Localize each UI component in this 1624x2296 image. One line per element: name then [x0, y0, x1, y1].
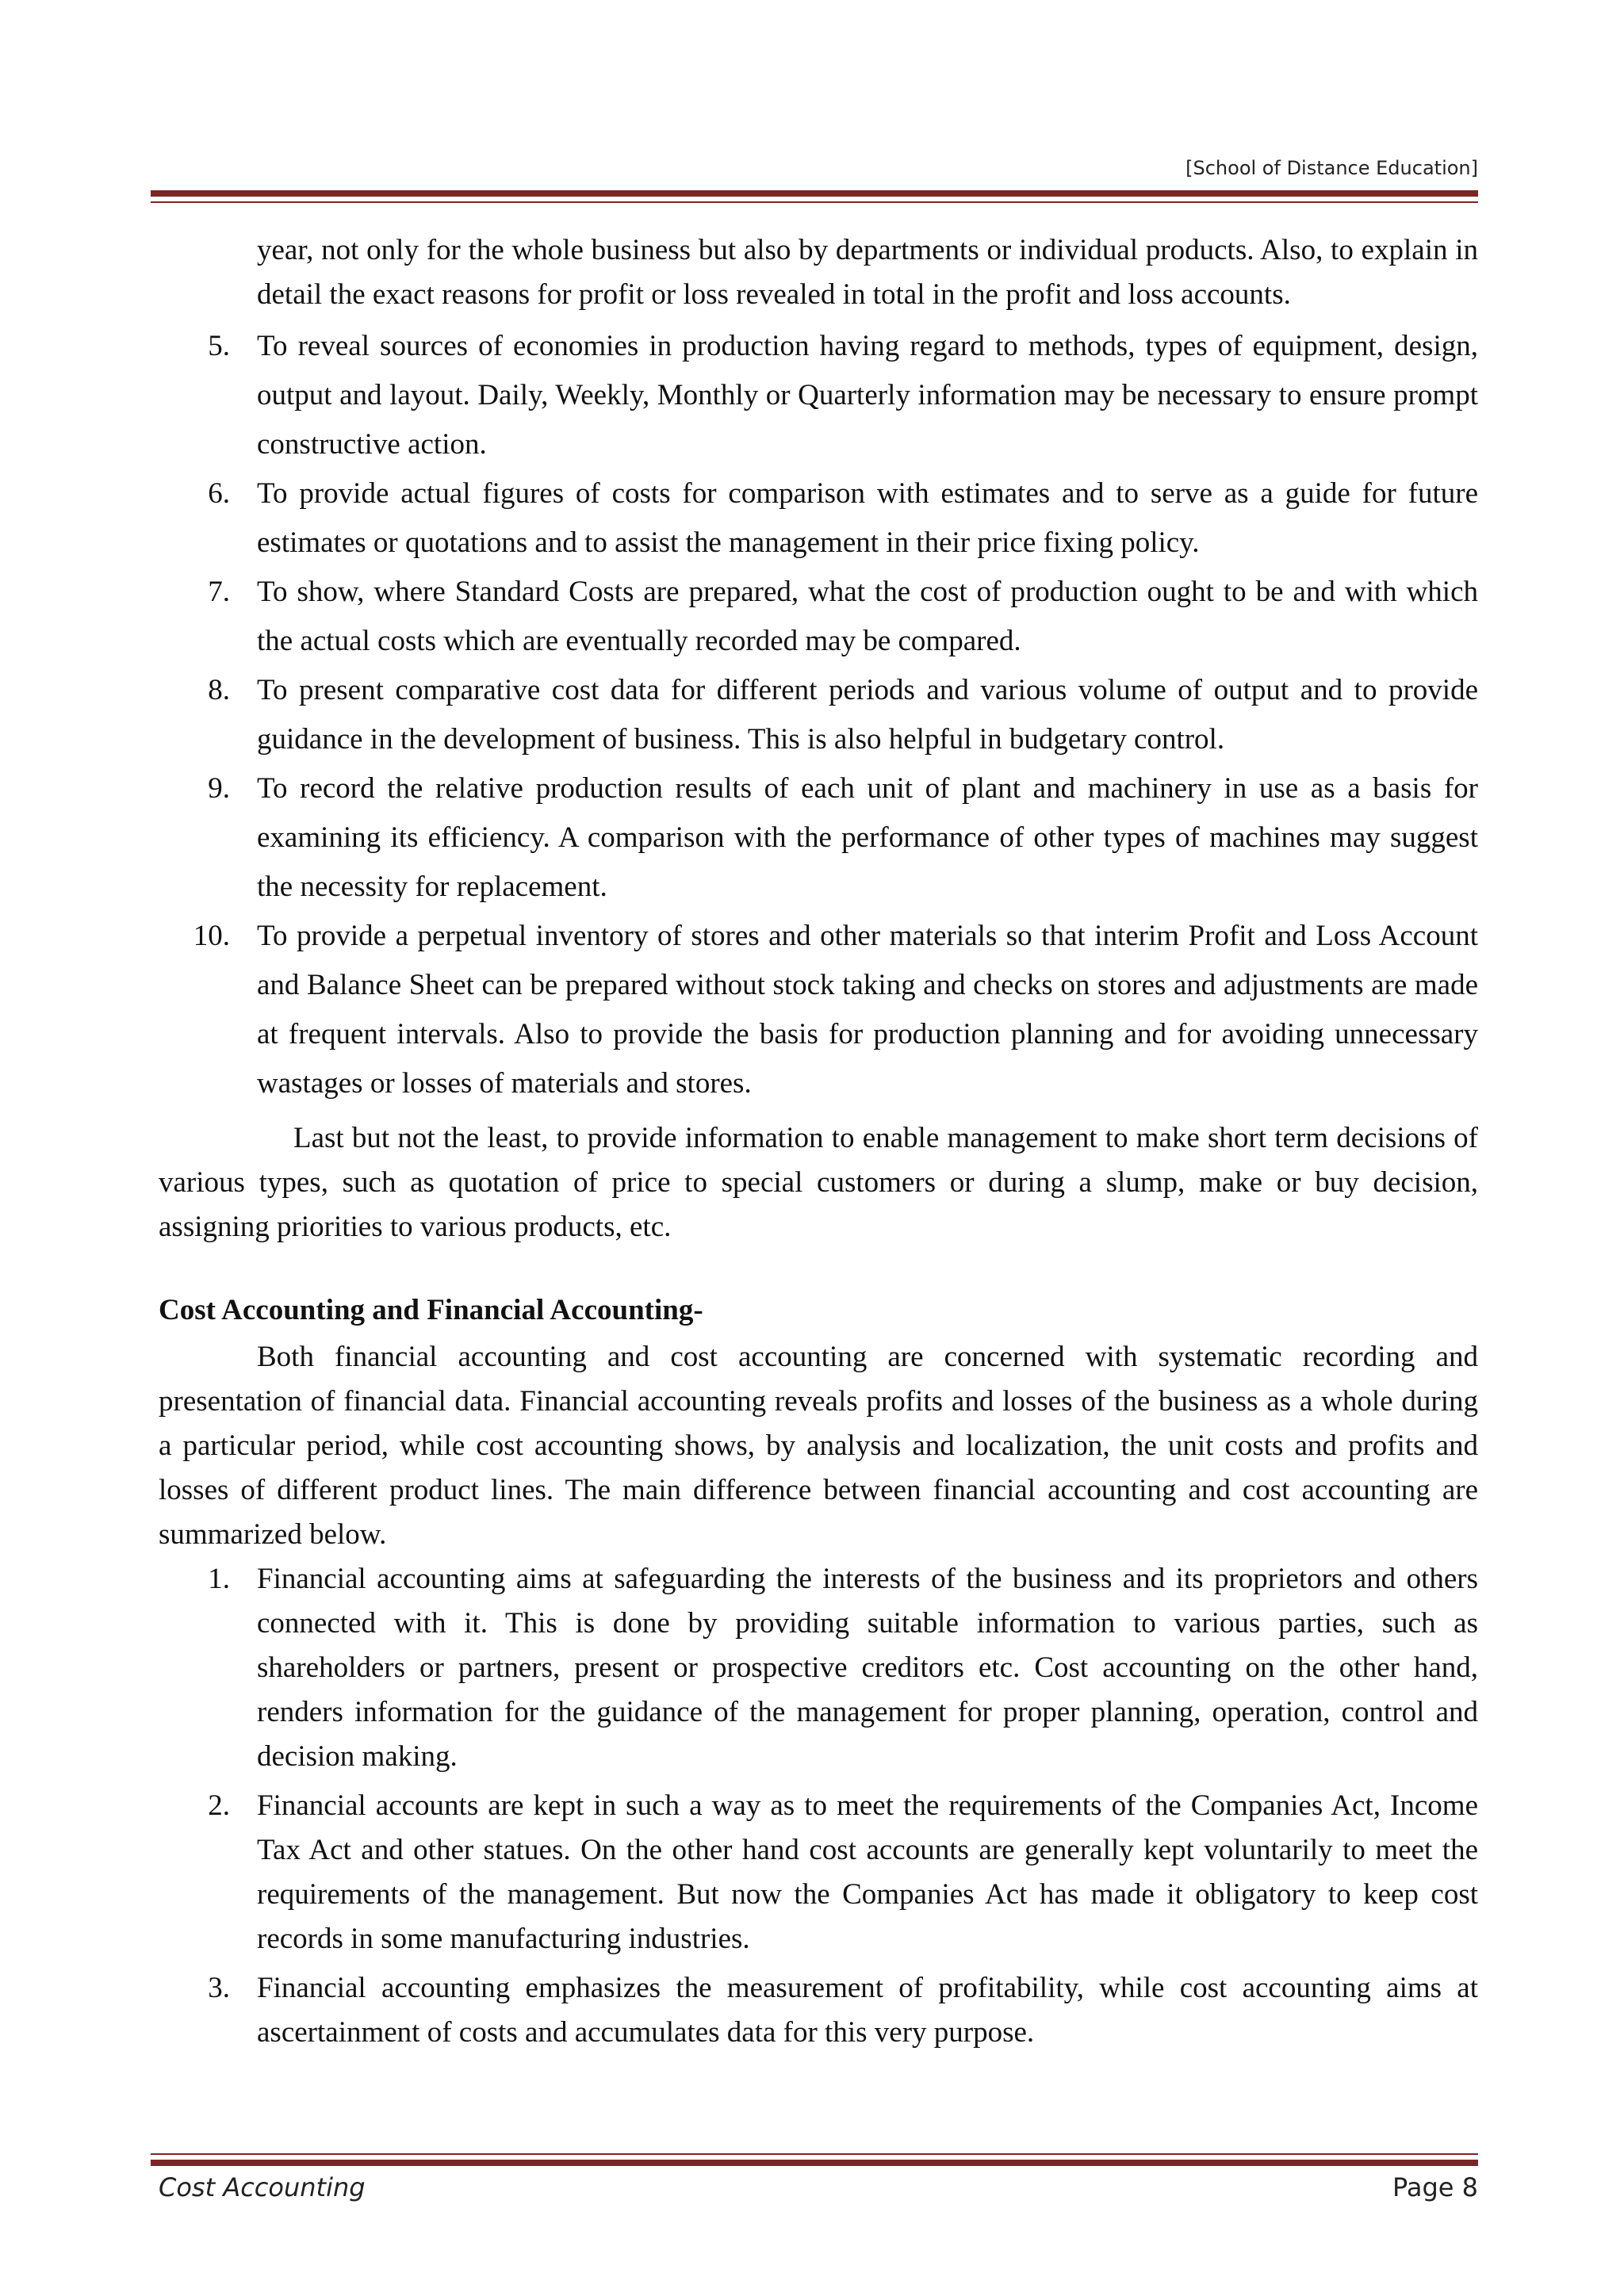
- list-number: 1.: [208, 1563, 230, 1595]
- list-number: 7.: [208, 576, 230, 608]
- page-number: Page 8: [1392, 2172, 1478, 2202]
- list-item: [159, 666, 1478, 764]
- list-text: To show, where Standard Costs are prepared, what the cost of production ought to be and with which the actual costs which are eventually recorded may be compared.: [257, 576, 1478, 657]
- section-intro-paragraph: Both financial accounting and cost accounting are concerned with systematic recording and presentation of financial data. Financial accounting reveals profits and losses of the business as a whole during a particular period, while cost accounting shows, by analysis and localization, the unit costs and profits and losses of different product lines. The main difference between financial accounting and cost accounting are summarized below.: [159, 1341, 1478, 1551]
- list-text: To provide a perpetual inventory of stores and other materials so that interim Profit and Loss Account and Balance Sheet can be prepared without stock taking and checks on stores and adjustments are made at frequent intervals. Also to provide the basis for production planning and for avoiding unnecessary wastages or losses of materials and stores.: [257, 920, 1478, 1100]
- list-item: [159, 322, 1478, 469]
- list-text: To present comparative cost data for different periods and various volume of output and to provide guidance in the development of business. This is also helpful in budgetary control.: [257, 674, 1478, 756]
- list-text: Financial accounting emphasizes the measurement of profitability, while cost accounting aims at ascertainment of costs and accumulates data for this very purpose.: [257, 1972, 1478, 2049]
- list-number: 5.: [208, 330, 230, 362]
- list-item: [159, 1557, 1478, 1779]
- list-number: 6.: [208, 477, 230, 510]
- header-rule-thick: [151, 190, 1478, 197]
- list-item: [159, 764, 1478, 912]
- page-body: [159, 228, 1478, 2060]
- closing-paragraph: Last but not the least, to provide information to enable management to make short term decisions of various types, such as quotation of price to special customers or during a slump, make or buy decision, assigning priorities to various products, etc.: [159, 1122, 1478, 1243]
- list-number: 9.: [208, 772, 230, 805]
- list-text: To reveal sources of economies in production having regard to methods, types of equipment, design, output and layout. Daily, Weekly, Monthly or Quarterly information may be necessary to ensure prompt constructive action.: [257, 330, 1478, 461]
- list-text: Financial accounts are kept in such a way as to meet the requirements of the Companies Act, Income Tax Act and other statues. On the other hand cost accounts are generally kept voluntarily to meet the requirements of the management. But now the Companies Act has made it obligatory to keep cost records in some manufacturing industries.: [257, 1789, 1478, 1955]
- section-heading: Cost Accounting and Financial Accounting-: [159, 1294, 703, 1326]
- list-text: To record the relative production results of each unit of plant and machinery in use as a basis for examining its efficiency. A comparison with the performance of other types of machines may suggest the necessity for replacement.: [257, 772, 1478, 903]
- list-item: [159, 1966, 1478, 2055]
- footer-rule-thick: [151, 2160, 1478, 2166]
- list-item: [159, 469, 1478, 568]
- header-rule-thin: [151, 201, 1478, 203]
- list-number: 8.: [208, 674, 230, 706]
- list-number: 3.: [208, 1972, 230, 2004]
- footer-course-title: Cost Accounting: [159, 2172, 366, 2202]
- list-number: 2.: [208, 1789, 230, 1822]
- list-item: [159, 568, 1478, 666]
- list-item: [159, 1784, 1478, 1961]
- list-text: Financial accounting aims at safeguarding the interests of the business and its proprietors and others connected with it. This is done by providing suitable information to various parties, such as shareholders or partners, present or prospective creditors etc. Cost accounting on the other hand, renders information for the guidance of the management for proper planning, operation, control and decision making.: [257, 1563, 1478, 1773]
- list-item: [159, 912, 1478, 1108]
- list-number: 10.: [193, 920, 230, 952]
- objectives-list: [159, 322, 1478, 1108]
- list-text: To provide actual figures of costs for comparison with estimates and to serve as a guide for future estimates or quotations and to assist the management in their price fixing policy.: [257, 477, 1478, 559]
- differences-list: [159, 1557, 1478, 2055]
- page-header: [School of Distance Education]: [1185, 157, 1478, 179]
- footer-rule-thin: [151, 2153, 1478, 2155]
- continuation-paragraph: year, not only for the whole business but also by departments or individual products. Also, to explain in detail the exact reasons for profit or loss revealed in total in the profit and loss accounts.: [257, 234, 1478, 311]
